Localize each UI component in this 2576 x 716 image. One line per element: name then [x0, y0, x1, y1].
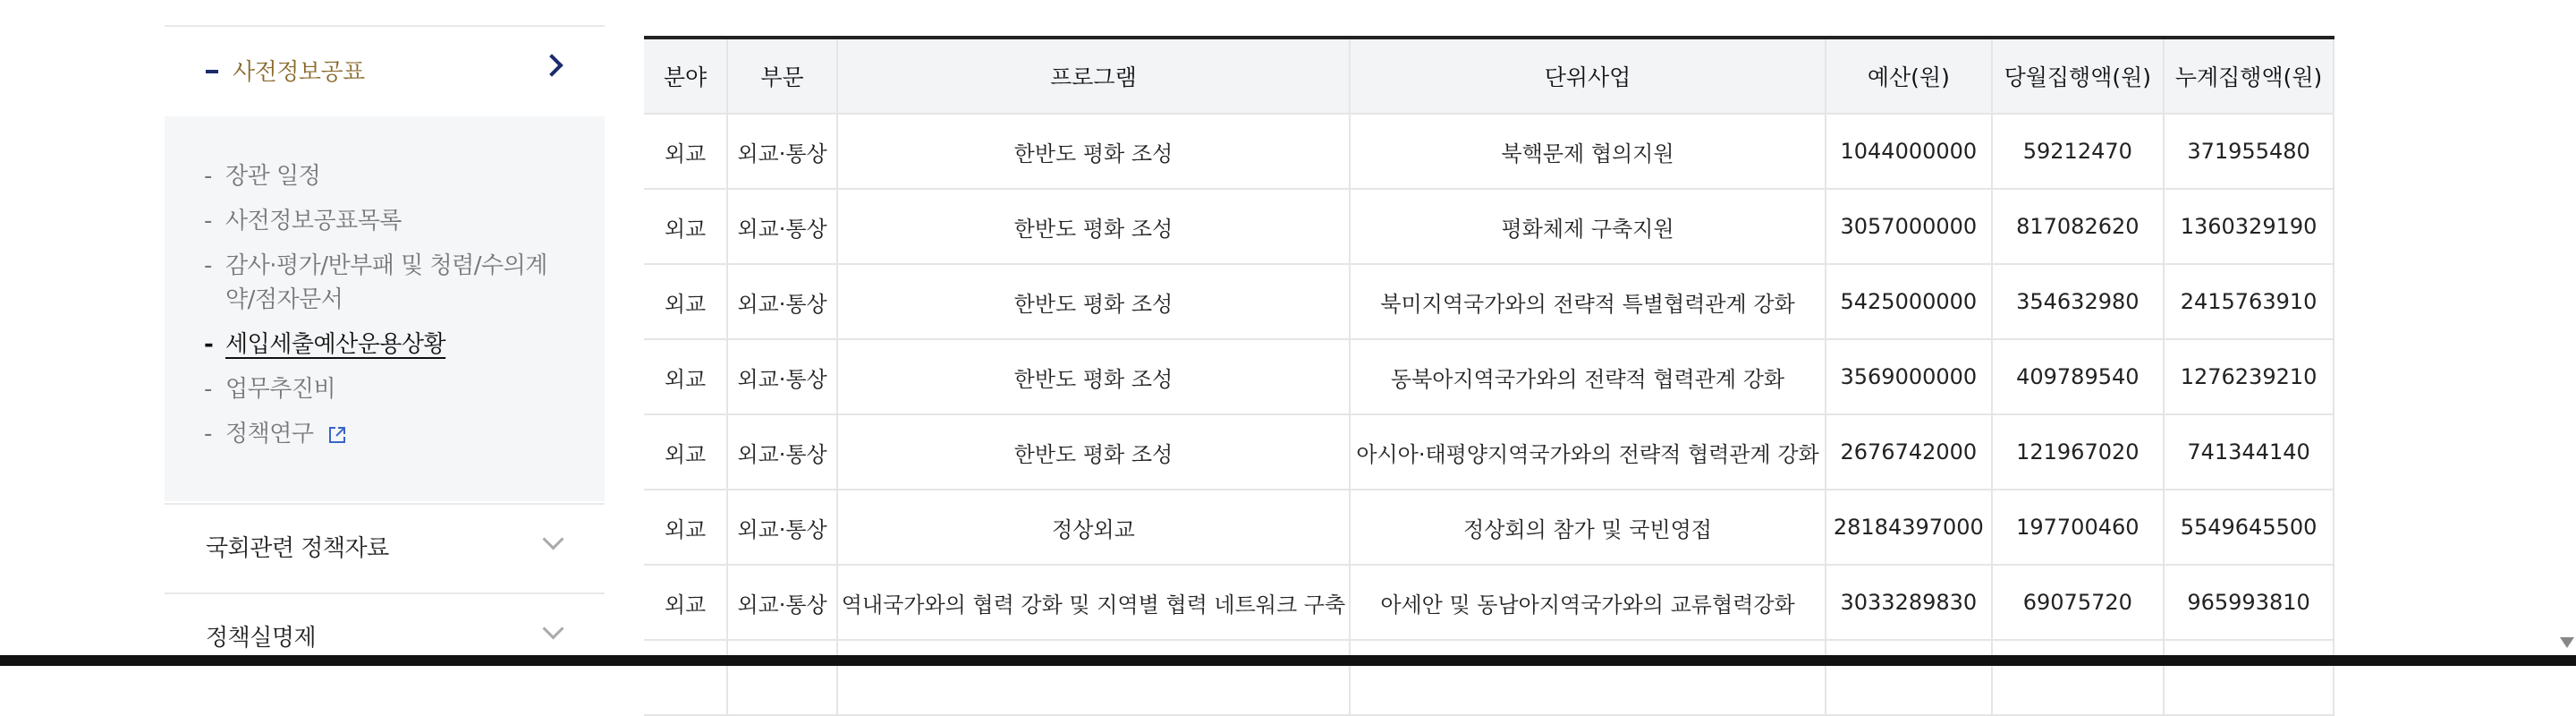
table-cell: 3057000000	[1826, 189, 1991, 264]
table-cell: 외교·통상	[727, 264, 837, 339]
budget-table	[644, 36, 2334, 716]
table-cell: 1276239210	[2164, 339, 2334, 414]
chevron-right-icon[interactable]	[540, 54, 563, 76]
table-cell: 아시아·태평양지역국가와의 전략적 협력관계 강화	[1350, 414, 1826, 490]
table-cell	[727, 640, 837, 715]
table-cell	[644, 640, 727, 715]
table-cell: 2415763910	[2164, 264, 2334, 339]
table-cell: 아세안 및 동남아지역국가와의 교류협력강화	[1350, 565, 1826, 640]
bullet: -	[204, 421, 212, 448]
column-header-cumulative-exec: 누계집행액(원)	[2164, 38, 2334, 114]
external-link-icon[interactable]	[327, 425, 347, 445]
table-row	[644, 264, 2334, 339]
submenu-item-label[interactable]: 감사·평가/반부패 및 청렴/수의계약/점자문서	[225, 252, 547, 313]
table-cell: 외교·통상	[727, 414, 837, 490]
bullet: -	[204, 252, 212, 279]
table-cell	[2164, 640, 2334, 715]
submenu-item-label[interactable]: 정책연구	[225, 421, 314, 448]
table-cell: 한반도 평화 조성	[837, 414, 1350, 490]
column-header-field: 분야	[644, 38, 727, 114]
table-cell: 197700460	[1992, 490, 2165, 565]
table-cell: 5549645500	[2164, 490, 2334, 565]
column-header-monthly-exec: 당월집행액(원)	[1992, 38, 2165, 114]
submenu-item-expenses[interactable]	[204, 372, 335, 406]
table-cell: 외교	[644, 264, 727, 339]
table-row	[644, 339, 2334, 414]
table-cell: 정상외교	[837, 490, 1350, 565]
table-cell: 121967020	[1992, 414, 2165, 490]
table-row	[644, 490, 2334, 565]
submenu-item-budget-status[interactable]	[204, 328, 445, 362]
table-cell: 외교	[644, 189, 727, 264]
table-cell: 741344140	[2164, 414, 2334, 490]
sidebar-section-label[interactable]: 국회관련 정책자료	[206, 535, 389, 562]
table-cell: 북미지역국가와의 전략적 특별협력관계 강화	[1350, 264, 1826, 339]
table-cell: 한반도 평화 조성	[837, 264, 1350, 339]
sidebar-section-title[interactable]: 사전정보공표	[233, 59, 365, 86]
table-cell: 28184397000	[1826, 490, 1991, 565]
table-cell: 외교	[644, 490, 727, 565]
table-cell: 한반도 평화 조성	[837, 114, 1350, 189]
submenu-item-policy-research[interactable]	[204, 417, 347, 451]
bullet: -	[204, 331, 214, 358]
sidebar-section-assembly[interactable]	[165, 503, 605, 591]
table-cell: 3033289830	[1826, 565, 1991, 640]
table-row	[644, 189, 2334, 264]
table-cell: 외교·통상	[727, 565, 837, 640]
bottom-edge-bar	[0, 655, 2576, 666]
column-header-unit-project: 단위사업	[1350, 38, 1826, 114]
table-cell	[1826, 640, 1991, 715]
submenu-item-label[interactable]: 업무추진비	[225, 376, 336, 403]
table-cell: 정상회의 참가 및 국빈영접	[1350, 490, 1826, 565]
table-cell: 외교	[644, 414, 727, 490]
table-cell: 371955480	[2164, 114, 2334, 189]
table-cell: 한반도 평화 조성	[837, 339, 1350, 414]
table-cell: 외교·통상	[727, 339, 837, 414]
table-cell: 59212470	[1992, 114, 2165, 189]
table-cell: 817082620	[1992, 189, 2165, 264]
table-cell: 역내국가와의 협력 강화 및 지역별 협력 네트워크 구축	[837, 565, 1350, 640]
active-marker-icon	[206, 70, 218, 73]
column-header-sector: 부문	[727, 38, 837, 114]
sidebar-section-policy-name[interactable]	[165, 592, 605, 680]
table-cell: 북핵문제 협의지원	[1350, 114, 1826, 189]
table-cell: 외교	[644, 114, 727, 189]
column-header-program: 프로그램	[837, 38, 1350, 114]
sidebar-section-label[interactable]: 정책실명제	[206, 625, 317, 652]
table-row	[644, 414, 2334, 490]
bullet: -	[204, 208, 212, 234]
bullet: -	[204, 376, 212, 403]
table-cell: 354632980	[1992, 264, 2165, 339]
sidebar-section-pre-disclosure[interactable]	[165, 27, 605, 116]
sidebar-nav	[165, 0, 605, 666]
table-cell: 1044000000	[1826, 114, 1991, 189]
chevron-down-icon[interactable]	[542, 618, 564, 639]
table-cell: 1360329190	[2164, 189, 2334, 264]
table-cell: 한반도 평화 조성	[837, 189, 1350, 264]
table-cell	[1992, 640, 2165, 715]
table-cell: 외교·통상	[727, 114, 837, 189]
submenu-item-minister-schedule[interactable]	[204, 159, 320, 193]
table-header-row	[644, 38, 2334, 114]
chevron-down-icon[interactable]	[542, 528, 564, 550]
table-cell	[1350, 640, 1826, 715]
table-cell: 69075720	[1992, 565, 2165, 640]
table-row	[644, 114, 2334, 189]
budget-table-container[interactable]	[663, 36, 2388, 666]
table-cell: 외교	[644, 339, 727, 414]
table-cell: 외교	[644, 565, 727, 640]
table-row	[644, 640, 2334, 715]
bullet: -	[204, 163, 212, 190]
table-cell: 409789540	[1992, 339, 2165, 414]
table-cell: 5425000000	[1826, 264, 1991, 339]
table-cell: 동북아지역국가와의 전략적 협력관계 강화	[1350, 339, 1826, 414]
table-cell: 965993810	[2164, 565, 2334, 640]
table-cell: 2676742000	[1826, 414, 1991, 490]
scroll-down-arrow-icon[interactable]	[2560, 637, 2574, 648]
table-cell: 외교·통상	[727, 189, 837, 264]
submenu-item-label[interactable]: 사전정보공표목록	[225, 208, 402, 234]
submenu-item-label[interactable]: 세입세출예산운용상황	[225, 331, 446, 358]
sidebar-submenu	[165, 116, 605, 501]
table-cell	[837, 640, 1350, 715]
table-cell: 3569000000	[1826, 339, 1991, 414]
submenu-item-audit[interactable]	[204, 249, 553, 317]
column-header-budget: 예산(원)	[1826, 38, 1991, 114]
table-row	[644, 565, 2334, 640]
table-cell: 평화체제 구축지원	[1350, 189, 1826, 264]
table-cell: 외교·통상	[727, 490, 837, 565]
submenu-item-disclosure-list[interactable]	[204, 204, 402, 238]
submenu-item-label[interactable]: 장관 일정	[225, 163, 321, 190]
